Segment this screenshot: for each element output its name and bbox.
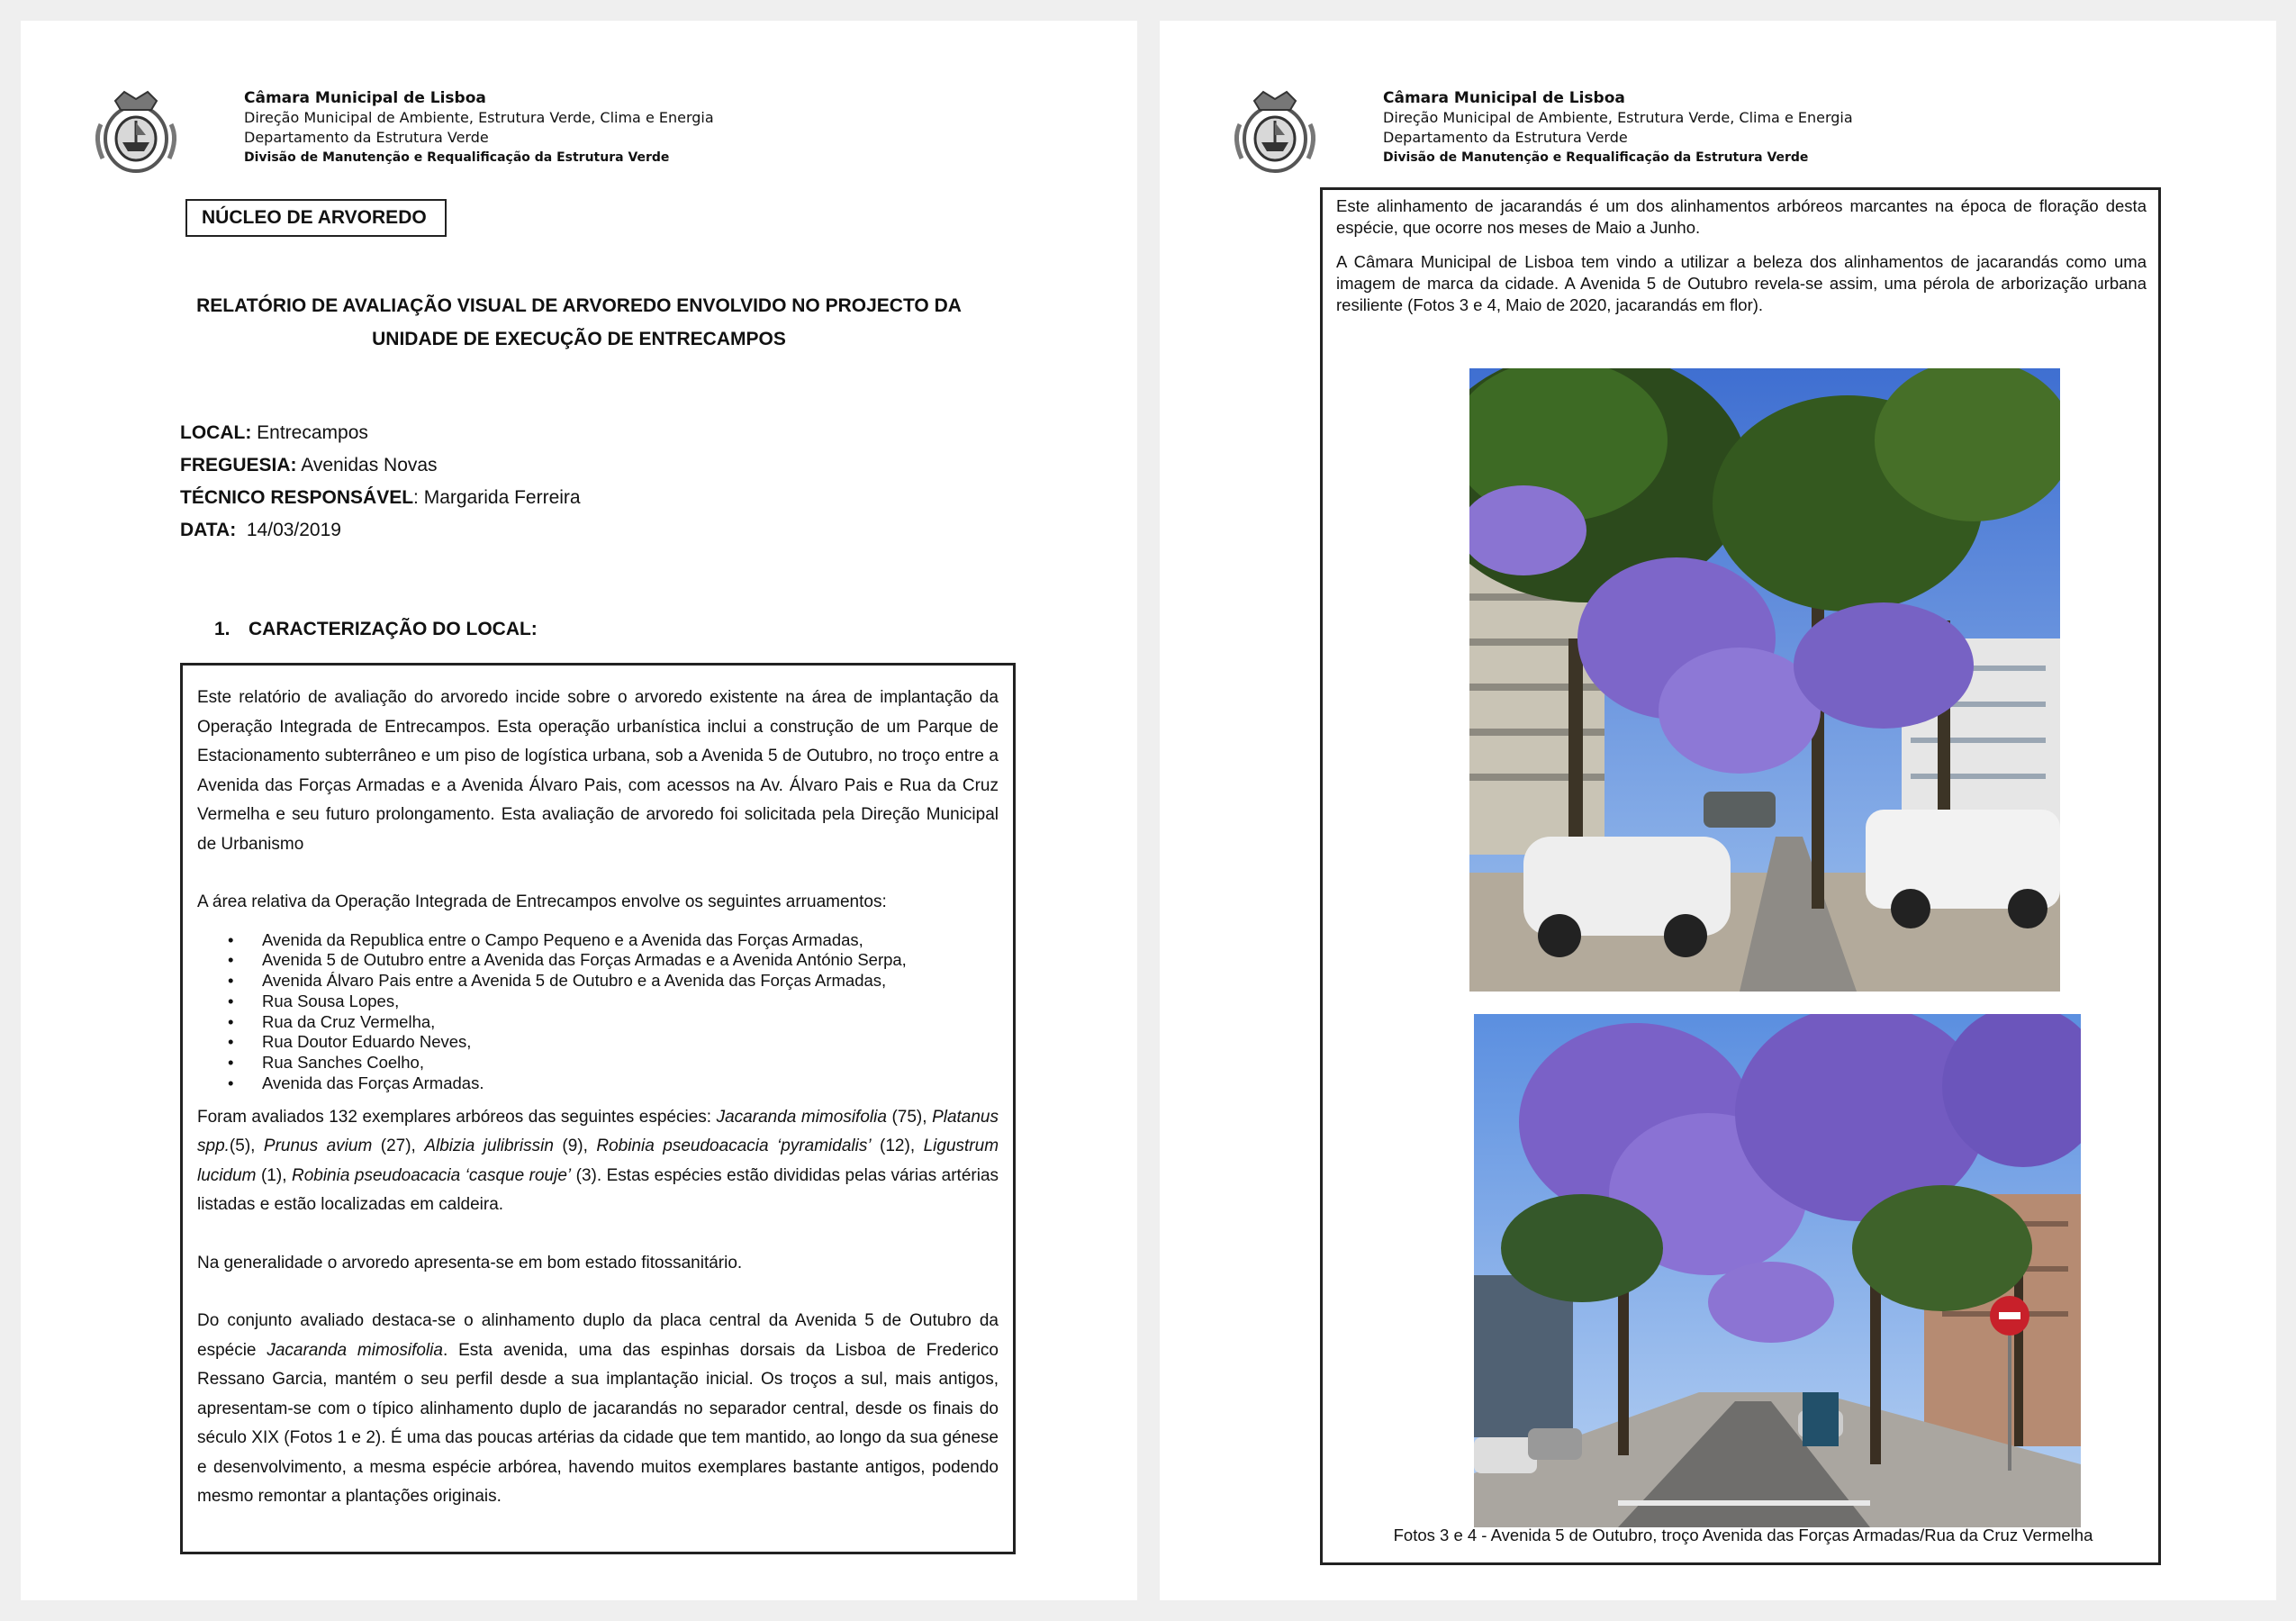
list-item: • Avenida 5 de Outubro entre a Avenida das Forças Armadas e a Avenida António Serpa, — [262, 950, 999, 971]
report-metadata — [180, 417, 581, 547]
photo-caption: Fotos 3 e 4 - Avenida 5 de Outubro, troço Avenida das Forças Armadas/Rua da Cruz Vermelha — [1393, 1526, 2093, 1544]
document-page-1 — [21, 21, 1137, 1600]
streets-list — [197, 930, 999, 1094]
division-name: Divisão de Manutenção e Requalificação da Estrutura Verde — [244, 150, 670, 165]
list-item: • Rua Doutor Eduardo Neves, — [262, 1032, 999, 1053]
direction-name: Direção Municipal de Ambiente, Estrutura Verde, Clima e Energia — [244, 109, 714, 126]
meta-tecnico: TÉCNICO RESPONSÁVEL: Margarida Ferreira — [180, 487, 581, 508]
report-title-line-1: RELATÓRIO DE AVALIAÇÃO VISUAL DE ARVOREDO ENVOLVIDO NO PROJECTO DA — [196, 295, 962, 316]
division-name: Divisão de Manutenção e Requalificação da Estrutura Verde — [1383, 150, 1809, 165]
paragraph-species: Foram avaliados 132 exemplares arbóreos das seguintes espécies: Jacaranda mimosifolia (75), Platanus spp.(5), Prunus avium (27), Albizia julibrissin (9), Robinia pseudoacacia ‘pyramidalis’ (12), Ligustrum lucidum (1), Robinia pseudoacacia ‘casque rouje’ (3). Estas espécies estão divididas pelas várias artérias listadas e estão localizadas em caldeira. — [197, 1107, 999, 1215]
section-heading — [214, 619, 538, 640]
list-item: • Avenida das Forças Armadas. — [262, 1073, 999, 1094]
meta-local: LOCAL: Entrecampos — [180, 422, 368, 443]
report-title-line-2: UNIDADE DE EXECUÇÃO DE ENTRECAMPOS — [372, 329, 786, 349]
document-page-2 — [1160, 21, 2276, 1600]
section-title: CARACTERIZAÇÃO DO LOCAL: — [249, 619, 538, 639]
list-item: • Avenida da Republica entre o Campo Pequeno e a Avenida das Forças Armadas, — [262, 930, 999, 951]
meta-freguesia: FREGUESIA: Avenidas Novas — [180, 455, 438, 475]
paragraph-health: Na generalidade o arvoredo apresenta-se em bom estado fitossanitário. — [197, 1253, 743, 1272]
list-item: • Rua Sousa Lopes, — [262, 992, 999, 1012]
org-name: Câmara Municipal de Lisboa — [1383, 89, 1625, 107]
photo-text-box — [1320, 187, 2161, 1565]
department-name: Departamento da Estrutura Verde — [244, 129, 489, 146]
department-name: Departamento da Estrutura Verde — [1383, 129, 1628, 146]
lisbon-crest-logo — [88, 88, 184, 175]
list-item: • Avenida Álvaro Pais entre a Avenida 5 de Outubro e a Avenida das Forças Armadas, — [262, 971, 999, 992]
site-description-box — [180, 663, 1016, 1554]
lisbon-crest-logo — [1227, 88, 1323, 175]
photo-4-jacaranda-avenue — [1474, 1014, 2081, 1527]
section-number: 1. — [214, 619, 231, 639]
list-item: • Rua Sanches Coelho, — [262, 1053, 999, 1073]
paragraph-city-image: A Câmara Municipal de Lisboa tem vindo a utilizar a beleza dos alinhamentos de jacarandás como uma imagem de marca da cidade. A Avenida 5 de Outubro revela-se assim, uma pérola de arborização urbana resiliente (Fotos 3 e 4, Maio de 2020, jacarandás em flor). — [1336, 252, 2147, 314]
org-name: Câmara Municipal de Lisboa — [244, 89, 486, 107]
paragraph-flowering: Este alinhamento de jacarandás é um dos alinhamentos arbóreos marcantes na época de floração desta espécie, que ocorre nos meses de Maio a Junho. — [1336, 196, 2147, 237]
institution-header — [244, 88, 714, 168]
nucleo-box: NÚCLEO DE ARVOREDO — [185, 199, 447, 237]
paragraph-intro: Este relatório de avaliação do arvoredo incide sobre o arvoredo existente na área de implantação da Operação Integrada de Entrecampos. Esta operação urbanística inclui a construção de um Parque de Estacionamento subterrâneo e um piso de logística urbana, sob a Avenida 5 de Outubro, no troço entre a Avenida das Forças Armadas e a Avenida Álvaro Pais, com acessos na Av. Álvaro Pais e Rua da Cruz Vermelha e seu futuro prolongamento. Esta avaliação de arvoredo foi solicitada pela Direção Municipal de Urbanismo — [197, 688, 999, 854]
photo-3-jacaranda-street — [1469, 368, 2060, 992]
direction-name: Direção Municipal de Ambiente, Estrutura Verde, Clima e Energia — [1383, 109, 1853, 126]
list-item: • Rua da Cruz Vermelha, — [262, 1012, 999, 1033]
paragraph-streets-intro: A área relativa da Operação Integrada de Entrecampos envolve os seguintes arruamentos: — [197, 892, 887, 911]
report-title — [129, 289, 1029, 356]
meta-data: DATA: 14/03/2019 — [180, 520, 341, 540]
institution-header — [1383, 88, 1853, 168]
paragraph-highlight: Do conjunto avaliado destaca-se o alinhamento duplo da placa central da Avenida 5 de Outubro da espécie Jacaranda mimosifolia. Esta avenida, uma das espinhas dorsais da Lisboa de Frederico Ressano Garcia, mantém o seu perfil desde a sua implantação inicial. Os troços a sul, mais antigos, apresentam-se com o típico alinhamento duplo de jacarandás no separador central, desde os finais do século XIX (Fotos 1 e 2). É uma das poucas artérias da cidade que tem mantido, ao longo da sua génese e desenvolvimento, a mesma espécie arbórea, havendo muitos exemplares bastante antigos, podendo mesmo remontar a plantações originais. — [197, 1311, 999, 1507]
photo-intro-text — [1336, 195, 2147, 329]
